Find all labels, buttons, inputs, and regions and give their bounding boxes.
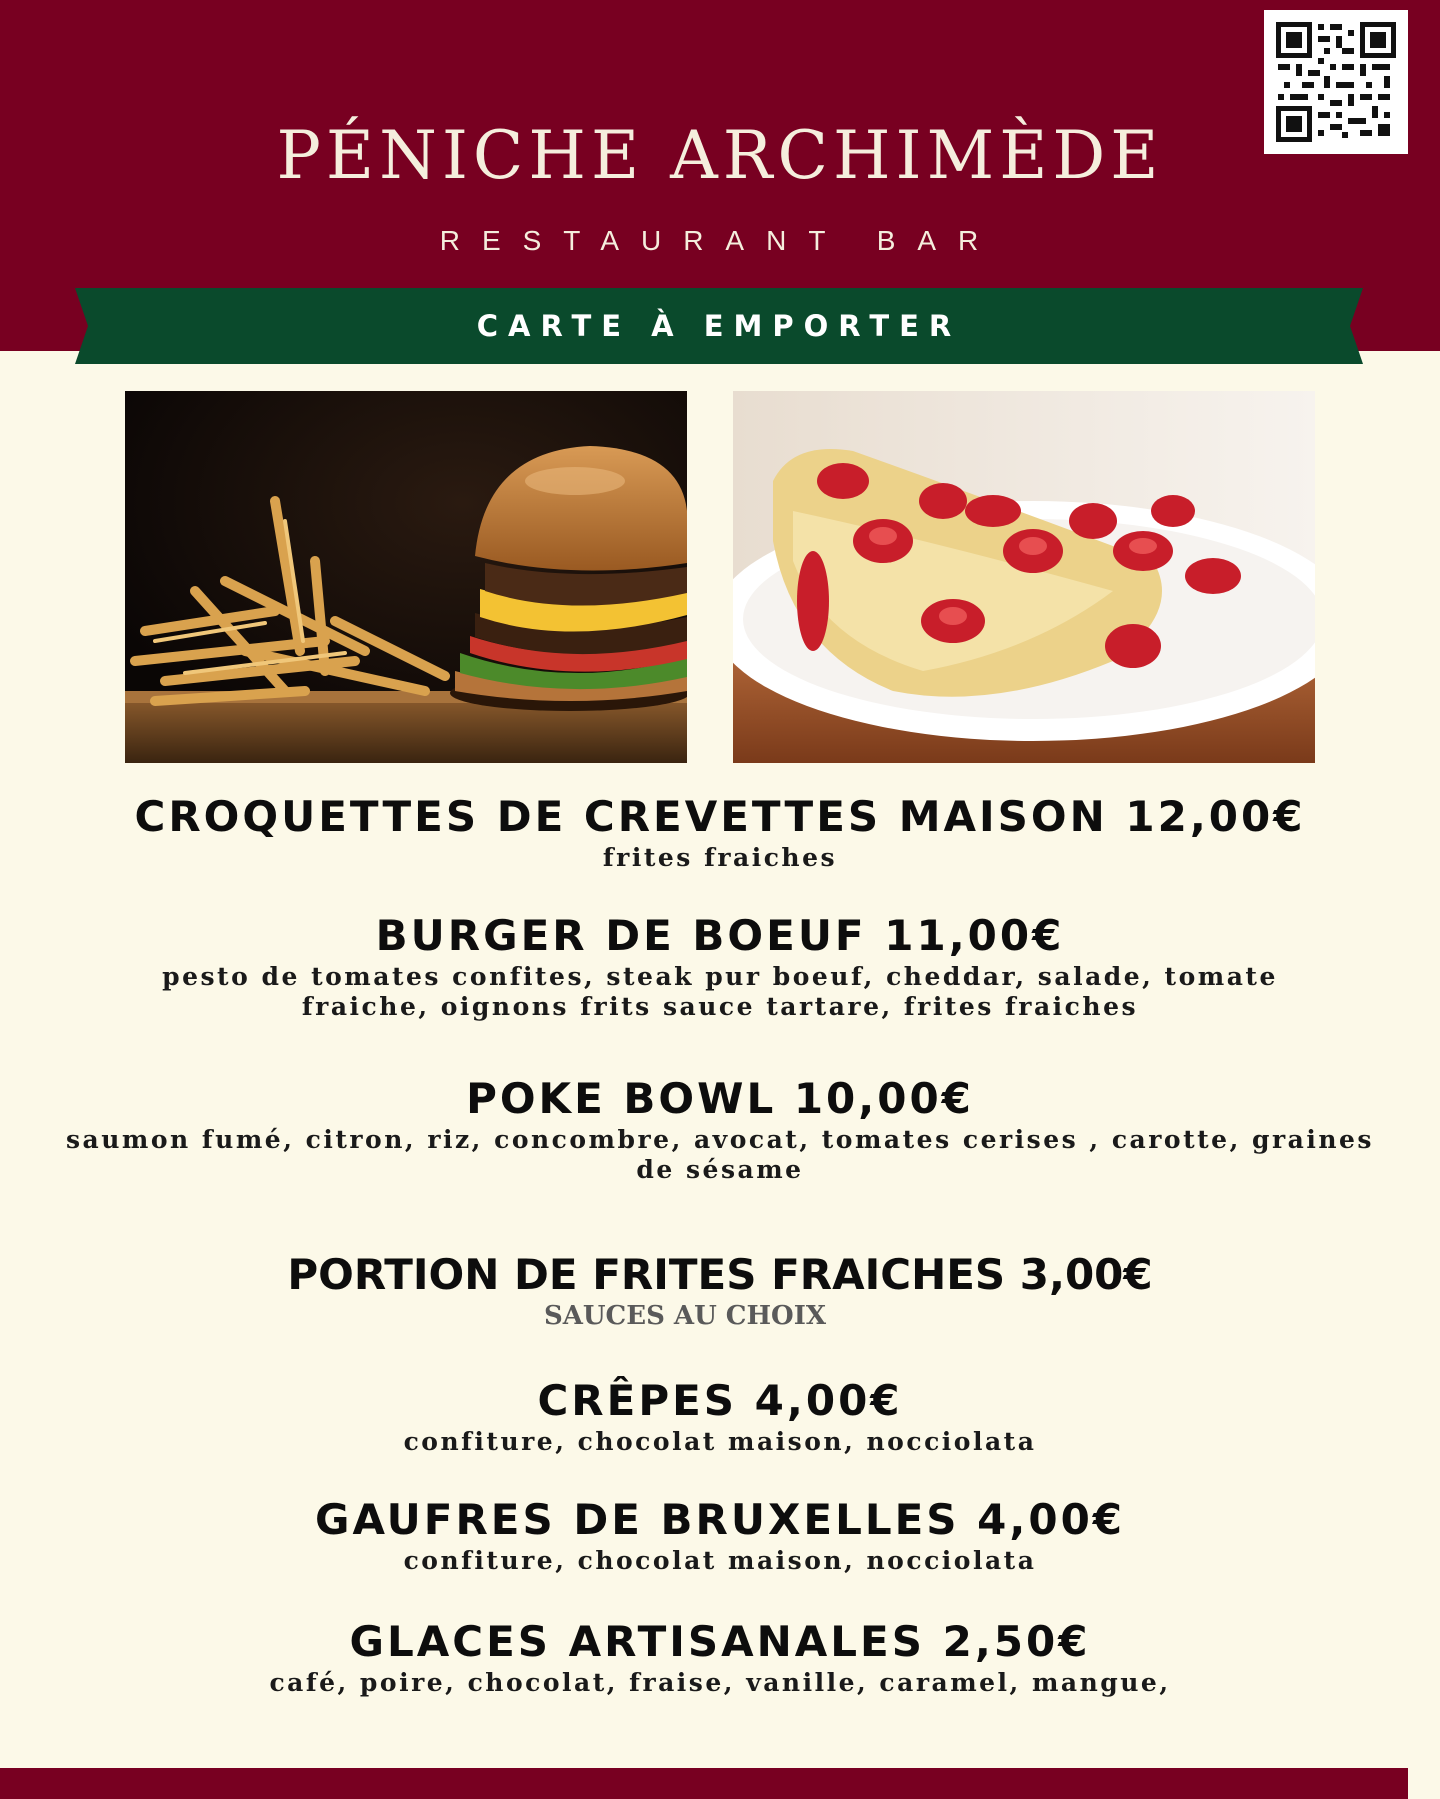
menu-item: [0, 1073, 1440, 1185]
item-name: BURGER DE BOEUF 11,00€: [375, 911, 1065, 960]
item-description: confiture, chocolat maison, nocciolata: [403, 1427, 1037, 1456]
menu-item: [0, 1249, 1440, 1331]
restaurant-title: PÉNICHE ARCHIMÈDE: [276, 117, 1164, 194]
menu-item: [0, 910, 1440, 1022]
item-description: café, poire, chocolat, fraise, vanille, caramel, mangue,: [269, 1668, 1171, 1697]
burger-fries-image: [125, 391, 687, 763]
takeaway-ribbon: [75, 288, 1363, 364]
burger-photo: [125, 391, 687, 763]
item-name: GAUFRES DE BRUXELLES 4,00€: [314, 1495, 1126, 1544]
item-description: confiture, chocolat maison, nocciolata: [403, 1546, 1037, 1575]
menu-item: [0, 1494, 1440, 1576]
menu-item: [0, 1616, 1440, 1698]
crepe-strawberries-image: [733, 391, 1315, 763]
item-name: PORTION DE FRITES FRAICHES 3,00€: [287, 1250, 1153, 1299]
crepe-photo: [733, 391, 1315, 763]
menu-item: [0, 791, 1440, 873]
item-name: GLACES ARTISANALES 2,50€: [349, 1617, 1091, 1666]
item-name: CRÊPES 4,00€: [537, 1376, 903, 1425]
item-name: CROQUETTES DE CREVETTES MAISON 12,00€: [134, 792, 1306, 841]
ribbon-label: CARTE À EMPORTER: [476, 309, 962, 343]
restaurant-subtitle: RESTAURANT BAR: [439, 225, 1001, 256]
item-description: pesto de tomates confites, steak pur boeuf, cheddar, salade, tomate fraiche, oignons frits sauce tartare, frites fraiches: [162, 962, 1278, 1021]
footer-bar: [0, 1768, 1408, 1799]
menu-item: [0, 1375, 1440, 1457]
item-description: SAUCES AU CHOIX: [543, 1301, 827, 1331]
item-description: saumon fumé, citron, riz, concombre, avocat, tomates cerises , carotte, graines de sésame: [65, 1125, 1375, 1184]
item-name: POKE BOWL 10,00€: [466, 1074, 974, 1123]
item-description: frites fraiches: [602, 843, 838, 872]
